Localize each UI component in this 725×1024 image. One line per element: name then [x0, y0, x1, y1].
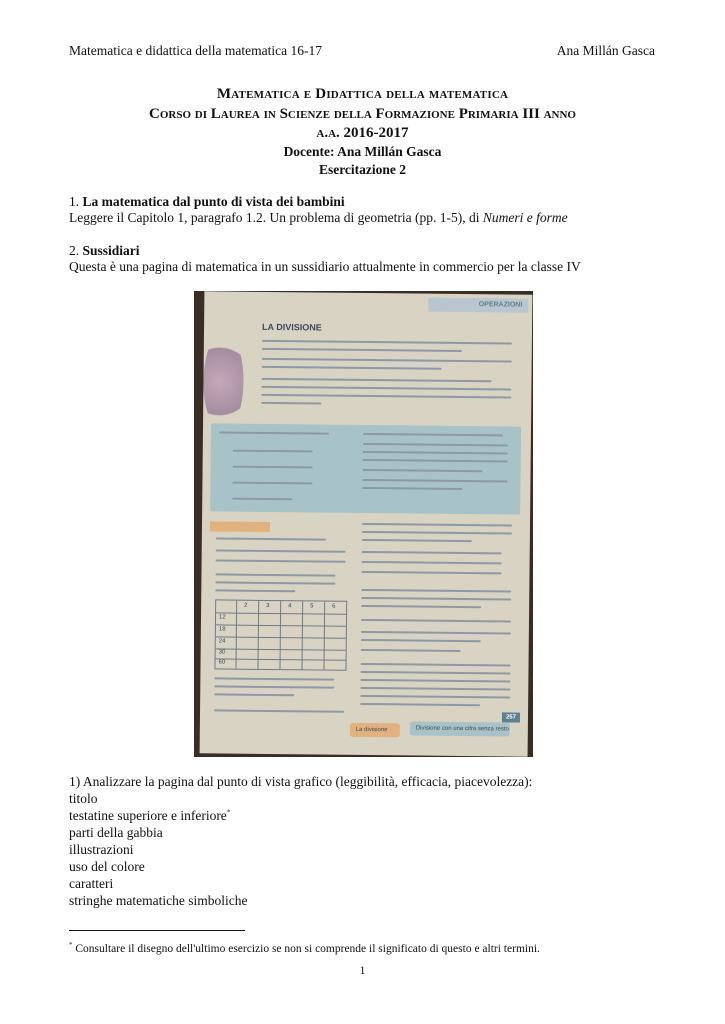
header-course: Matematica e didattica della matematica 16-17 — [69, 43, 323, 58]
footer-tab-right — [410, 721, 510, 736]
footnote-mark: * — [69, 941, 73, 949]
table-header-cell: 5 — [310, 603, 314, 610]
table-row-cell: 12 — [218, 614, 226, 621]
textbook-page-photo — [194, 291, 533, 757]
document-title: Matematica e Didattica della matematica — [216, 86, 509, 102]
list-item: stringhe matematiche simboliche — [69, 893, 248, 908]
table-header-cell: 3 — [266, 602, 270, 609]
footnote — [69, 941, 540, 955]
textbook-title: LA DIVISIONE — [262, 321, 322, 333]
footnote-marker: * — [226, 808, 231, 817]
footer-tab-left — [350, 723, 400, 738]
section1-instruction: Leggere il Capitolo 1, paragrafo 1.2. Un problema di geometria (pp. 1-5), di — [69, 210, 483, 225]
page-number: 1 — [359, 965, 366, 977]
list-item: caratteri — [69, 876, 114, 891]
section1-title: La matematica dal punto di vista dei bambini — [82, 194, 345, 209]
table-row-cell: 30 — [218, 649, 226, 656]
textbook-page-number: 257 — [502, 712, 520, 722]
section1-number: 1. — [69, 194, 80, 209]
footnote-divider — [69, 930, 245, 931]
exercise-title: Esercitazione 2 — [318, 162, 407, 177]
table-header-cell: 2 — [244, 602, 248, 609]
exercise-table — [214, 599, 347, 670]
section1-heading — [69, 194, 345, 210]
question-text: 1) Analizzare la pagina dal punto di vista grafico (leggibilità, efficacia, piacevolezza): — [69, 774, 533, 789]
list-item: illustrazioni — [69, 842, 134, 857]
header-author: Ana Millán Gasca — [556, 43, 655, 58]
decorative-swirl — [203, 331, 244, 431]
footer-right-label: Divisione con una cifra senza resto — [415, 725, 509, 733]
table-row-cell: 18 — [218, 626, 226, 633]
section1-text — [69, 210, 568, 226]
operations-band: OPERAZIONI — [428, 298, 528, 313]
list-item: titolo — [69, 791, 98, 806]
list-item: parti della gabbia — [69, 825, 163, 840]
book-title: Numeri e forme — [482, 210, 568, 225]
section2-text: Questa è una pagina di matematica in un sussidiario attualmente in commercio per la classe IV — [69, 259, 581, 274]
lecturer: Docente: Ana Millán Gasca — [283, 144, 442, 159]
table-row-cell: 60 — [218, 659, 226, 666]
table-header-cell: 6 — [332, 603, 336, 610]
list-item: uso del colore — [69, 859, 145, 874]
table-header-cell: 4 — [288, 603, 292, 610]
table-row-cell: 24 — [218, 638, 226, 645]
footer-left-label: La divisione — [355, 726, 388, 734]
academic-year: a.a. 2016-2017 — [316, 125, 409, 141]
section2-title: Sussidiari — [82, 243, 140, 258]
degree-course: Corso di Laurea in Scienze della Formazione Primaria III anno — [149, 106, 576, 122]
textbook-page — [200, 291, 533, 756]
section2-heading — [69, 243, 140, 259]
list-item — [69, 808, 230, 824]
exercises-label — [210, 521, 270, 532]
section2-number: 2. — [69, 243, 80, 258]
list-item-label: testatine superiore e inferiore — [69, 808, 227, 823]
footnote-text: Consultare il disegno dell'ultimo esercizio se non si comprende il significato di questo e altri termini. — [72, 942, 540, 955]
